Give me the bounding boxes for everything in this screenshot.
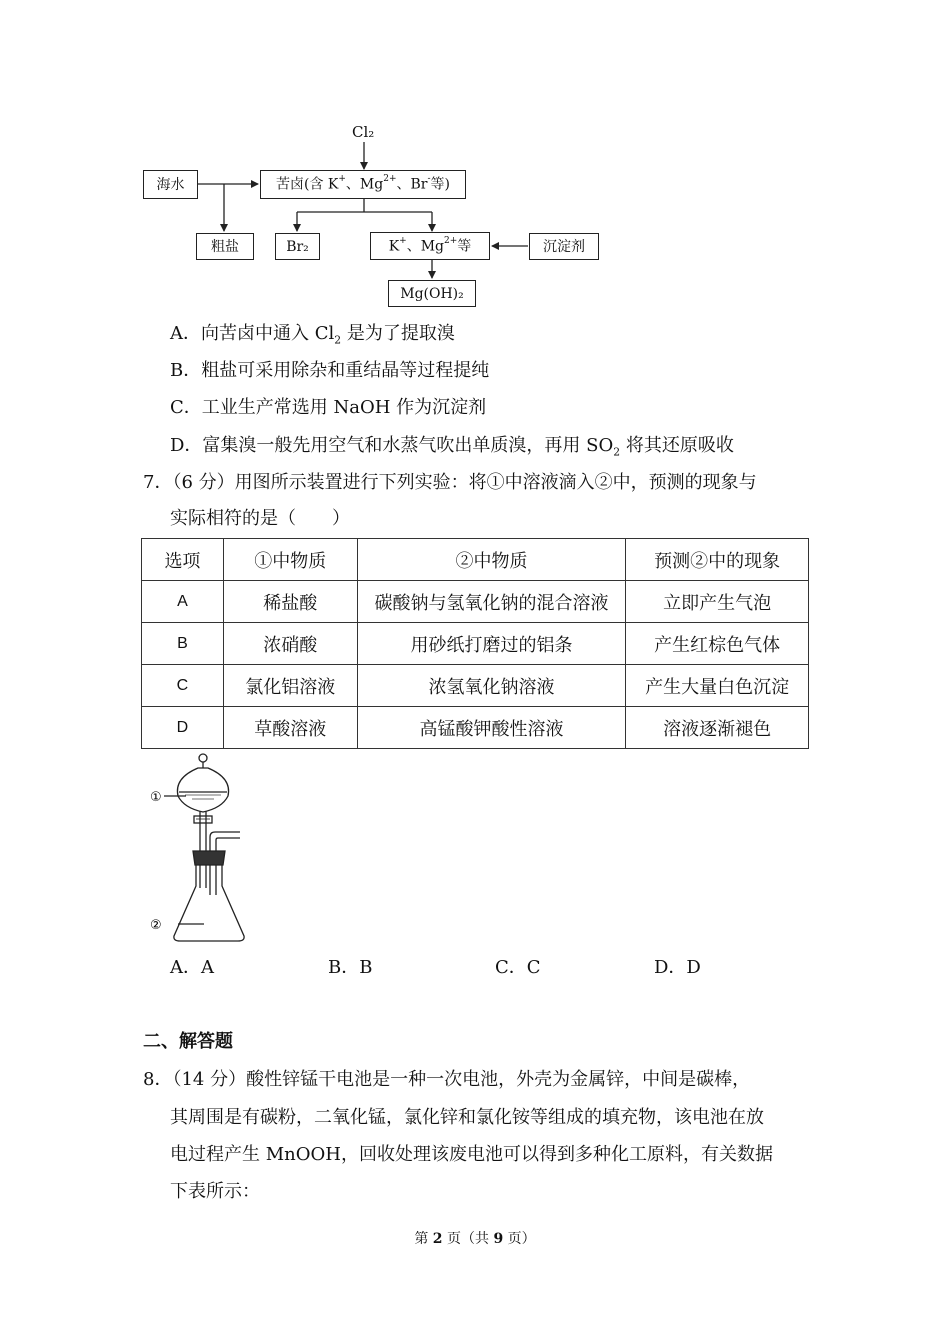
page-number: 2 [432, 1231, 443, 1247]
table-cell: 氯化铝溶液 [223, 665, 357, 707]
table-cell: 用砂纸打磨过的铝条 [357, 623, 626, 665]
q7-choice-a: A．A [170, 957, 214, 978]
table-row [142, 623, 809, 665]
table-cell: 碳酸钠与氢氧化钠的混合溶液 [357, 581, 626, 623]
table-cell: 溶液逐渐褪色 [626, 707, 809, 749]
br2-box [275, 233, 320, 260]
flowchart-arrows [0, 0, 950, 320]
q6-option-c: C．工业生产常选用 NaOH 作为沉淀剂 [170, 397, 487, 418]
crude-salt-box [196, 233, 254, 260]
precipitant-label: 沉淀剂 [543, 238, 585, 255]
header-cell: 预测②中的现象 [626, 539, 809, 581]
q7-choice-d: D．D [654, 957, 701, 978]
q7-stem-line1: 7．（6 分）用图所示装置进行下列实验：将①中溶液滴入②中，预测的现象与 [143, 472, 757, 493]
table-header-row [142, 539, 809, 581]
table-row [142, 581, 809, 623]
q6-option-b: B．粗盐可采用除杂和重结晶等过程提纯 [170, 360, 490, 381]
header-cell: 选项 [142, 539, 224, 581]
apparatus-label-1: ① [150, 790, 162, 805]
table-row [142, 707, 809, 749]
table-cell: 产生红棕色气体 [626, 623, 809, 665]
q6-option-d: D．富集溴一般先用空气和水蒸气吹出单质溴，再用 $SO_2$ 将其还原吸收 [170, 435, 734, 459]
table-cell: 立即产生气泡 [626, 581, 809, 623]
q8-line2: 其周围是有碳粉，二氧化锰，氯化锌和氯化铵等组成的填充物，该电池在放 [170, 1107, 764, 1128]
q7-choice-c: C．C [495, 957, 541, 978]
header-cell: ②中物质 [357, 539, 626, 581]
page-footer: 第 2 页（共 9 页） [414, 1231, 536, 1247]
header-cell: ①中物质 [223, 539, 357, 581]
section-heading: 二、解答题 [143, 1031, 233, 1052]
k-mg-label: K+、$Mg^{2+}$等 [388, 235, 472, 255]
table-cell: D [142, 707, 224, 749]
table-row [142, 665, 809, 707]
table-cell: 稀盐酸 [223, 581, 357, 623]
br2-label: Br₂ [286, 238, 309, 255]
table-cell: 浓硝酸 [223, 623, 357, 665]
q8-line1: 8．（14 分）酸性锌锰干电池是一种一次电池，外壳为金属锌，中间是碳棒， [143, 1069, 751, 1090]
precipitant-box [529, 233, 599, 260]
k-mg-box [370, 232, 490, 260]
table-cell: 草酸溶液 [223, 707, 357, 749]
crude-salt-label: 粗盐 [211, 238, 239, 255]
seawater-box [143, 170, 198, 199]
bittern-label: 苦卤(含 K+、$Mg^{2+}$、Br-等) [276, 174, 450, 193]
q8-line3: 电过程产生 MnOOH，回收处理该废电池可以得到多种化工原料，有关数据 [170, 1144, 773, 1165]
apparatus-diagram [140, 748, 260, 948]
table-cell: C [142, 665, 224, 707]
table-cell: 浓氢氧化钠溶液 [357, 665, 626, 707]
table-cell: B [142, 623, 224, 665]
seawater-label: 海水 [156, 176, 185, 193]
page-total: 9 [493, 1231, 504, 1247]
q8-line4: 下表所示： [170, 1181, 260, 1202]
cl2-label: Cl₂ [352, 123, 375, 141]
q6-option-a: A．向苦卤中通入 $Cl_2$ 是为了提取溴 [170, 323, 455, 347]
q7-table [141, 538, 809, 749]
q7-stem-line2: 实际相符的是（ ） [170, 508, 350, 529]
table-cell: 高锰酸钾酸性溶液 [357, 707, 626, 749]
mgoh2-box [388, 280, 476, 307]
bittern-box [260, 170, 466, 199]
table-cell: A [142, 581, 224, 623]
table-cell: 产生大量白色沉淀 [626, 665, 809, 707]
mgoh2-label: Mg(OH)₂ [400, 285, 464, 302]
apparatus-label-2: ② [150, 918, 162, 933]
q7-choice-b: B．B [328, 957, 373, 978]
